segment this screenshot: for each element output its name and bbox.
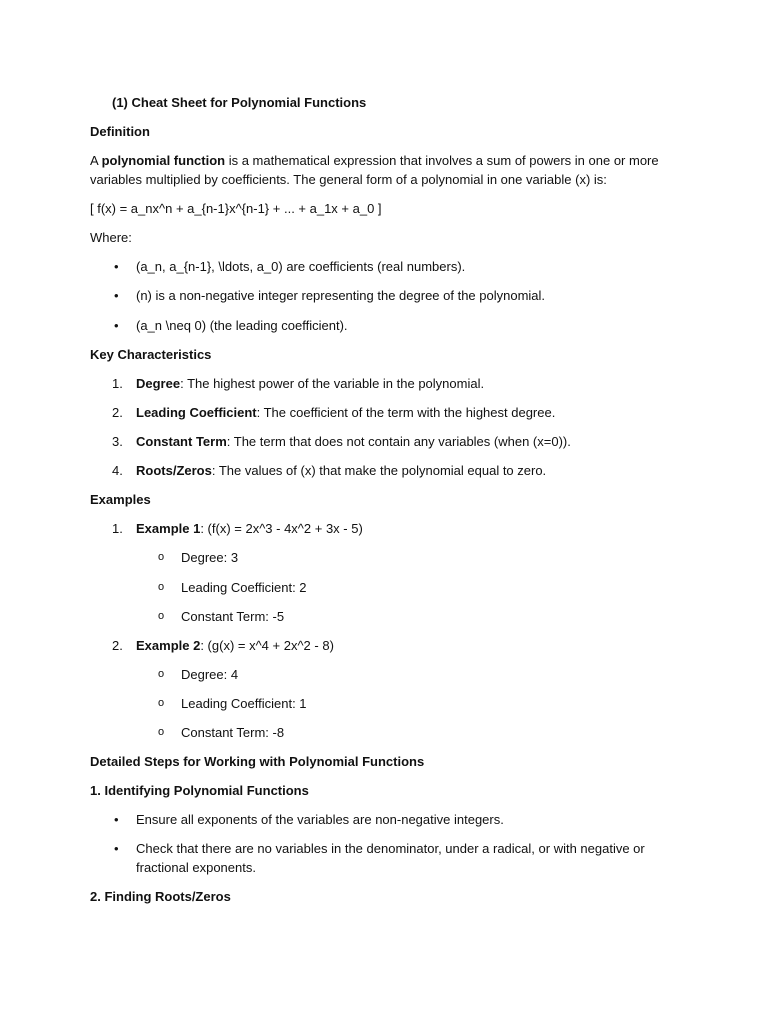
sub-list-text: Leading Coefficient: 2 (181, 580, 307, 595)
bullet-icon: • (114, 259, 119, 274)
list-number: 2. (112, 638, 123, 653)
term-description: : The highest power of the variable in the polynomial. (180, 376, 485, 391)
list-item-text: Check that there are no variables in the denominator, under a radical, or with negative or fractional exponents. (136, 841, 645, 875)
examples-heading: Examples (90, 492, 151, 507)
list-number: 1. (112, 376, 123, 391)
page-title: (1) Cheat Sheet for Polynomial Functions (112, 95, 367, 110)
definition-paragraph-line-1 (90, 151, 659, 170)
paragraph-text: is a mathematical expression that involves a sum of powers in one or more (225, 153, 659, 168)
circle-bullet-icon: o (158, 726, 165, 738)
circle-bullet-icon: o (158, 581, 165, 593)
paragraph-text: A (90, 153, 102, 168)
list-item-text: (a_n \neq 0) (the leading coefficient). (136, 318, 348, 333)
term-label: Constant Term (136, 434, 227, 449)
term-label: Leading Coefficient (136, 405, 257, 420)
circle-bullet-icon: o (158, 697, 165, 709)
term-description: : The values of (x) that make the polynomial equal to zero. (211, 463, 547, 478)
sub-list-text: Constant Term: -5 (181, 609, 285, 624)
list-item-text: (n) is a non-negative integer representing the degree of the polynomial. (136, 288, 546, 303)
circle-bullet-icon: o (158, 668, 165, 680)
term-label: Roots/Zeros (136, 463, 212, 478)
list-item-text: (a_n, a_{n-1}, \ldots, a_0) are coefficients (real numbers). (136, 259, 466, 274)
term-description: : (f(x) = 2x^3 - 4x^2 + 3x - 5) (200, 521, 363, 536)
bullet-icon: • (114, 841, 119, 856)
list-number: 4. (112, 463, 123, 478)
bullet-icon: • (114, 318, 119, 333)
circle-bullet-icon: o (158, 610, 165, 622)
paragraph-bold-term: polynomial function (101, 153, 226, 168)
sub-list-text: Degree: 4 (181, 667, 239, 682)
list-number: 1. (112, 521, 123, 536)
term-label: Example 2 (136, 638, 201, 653)
term-description: : The coefficient of the term with the highest degree. (256, 405, 556, 420)
bullet-icon: • (114, 812, 119, 827)
sub-list-text: Degree: 3 (181, 550, 239, 565)
finding-roots-subheading: 2. Finding Roots/Zeros (90, 889, 231, 904)
definition-paragraph-line-2: variables multiplied by coefficients. The general form of a polynomial in one variable (x) is: (90, 172, 607, 187)
list-number: 2. (112, 405, 123, 420)
list-number: 3. (112, 434, 123, 449)
bullet-icon: • (114, 288, 119, 303)
term-label: Example 1 (136, 521, 201, 536)
sub-list-text: Leading Coefficient: 1 (181, 696, 307, 711)
list-item-text: Ensure all exponents of the variables are non-negative integers. (136, 812, 504, 827)
sub-list-text: Constant Term: -8 (181, 725, 285, 740)
term-description: : The term that does not contain any variables (when (x=0)). (226, 434, 571, 449)
definition-heading: Definition (90, 124, 150, 139)
term-label: Degree (136, 376, 181, 391)
detailed-steps-heading: Detailed Steps for Working with Polynomial Functions (90, 754, 425, 769)
where-label: Where: (90, 230, 132, 245)
term-description: : (g(x) = x^4 + 2x^2 - 8) (200, 638, 334, 653)
circle-bullet-icon: o (158, 551, 165, 563)
key-characteristics-heading: Key Characteristics (90, 347, 212, 362)
general-formula: [ f(x) = a_nx^n + a_{n-1}x^{n-1} + ... + a_1x + a_0 ] (90, 201, 382, 216)
identifying-subheading: 1. Identifying Polynomial Functions (90, 783, 309, 798)
